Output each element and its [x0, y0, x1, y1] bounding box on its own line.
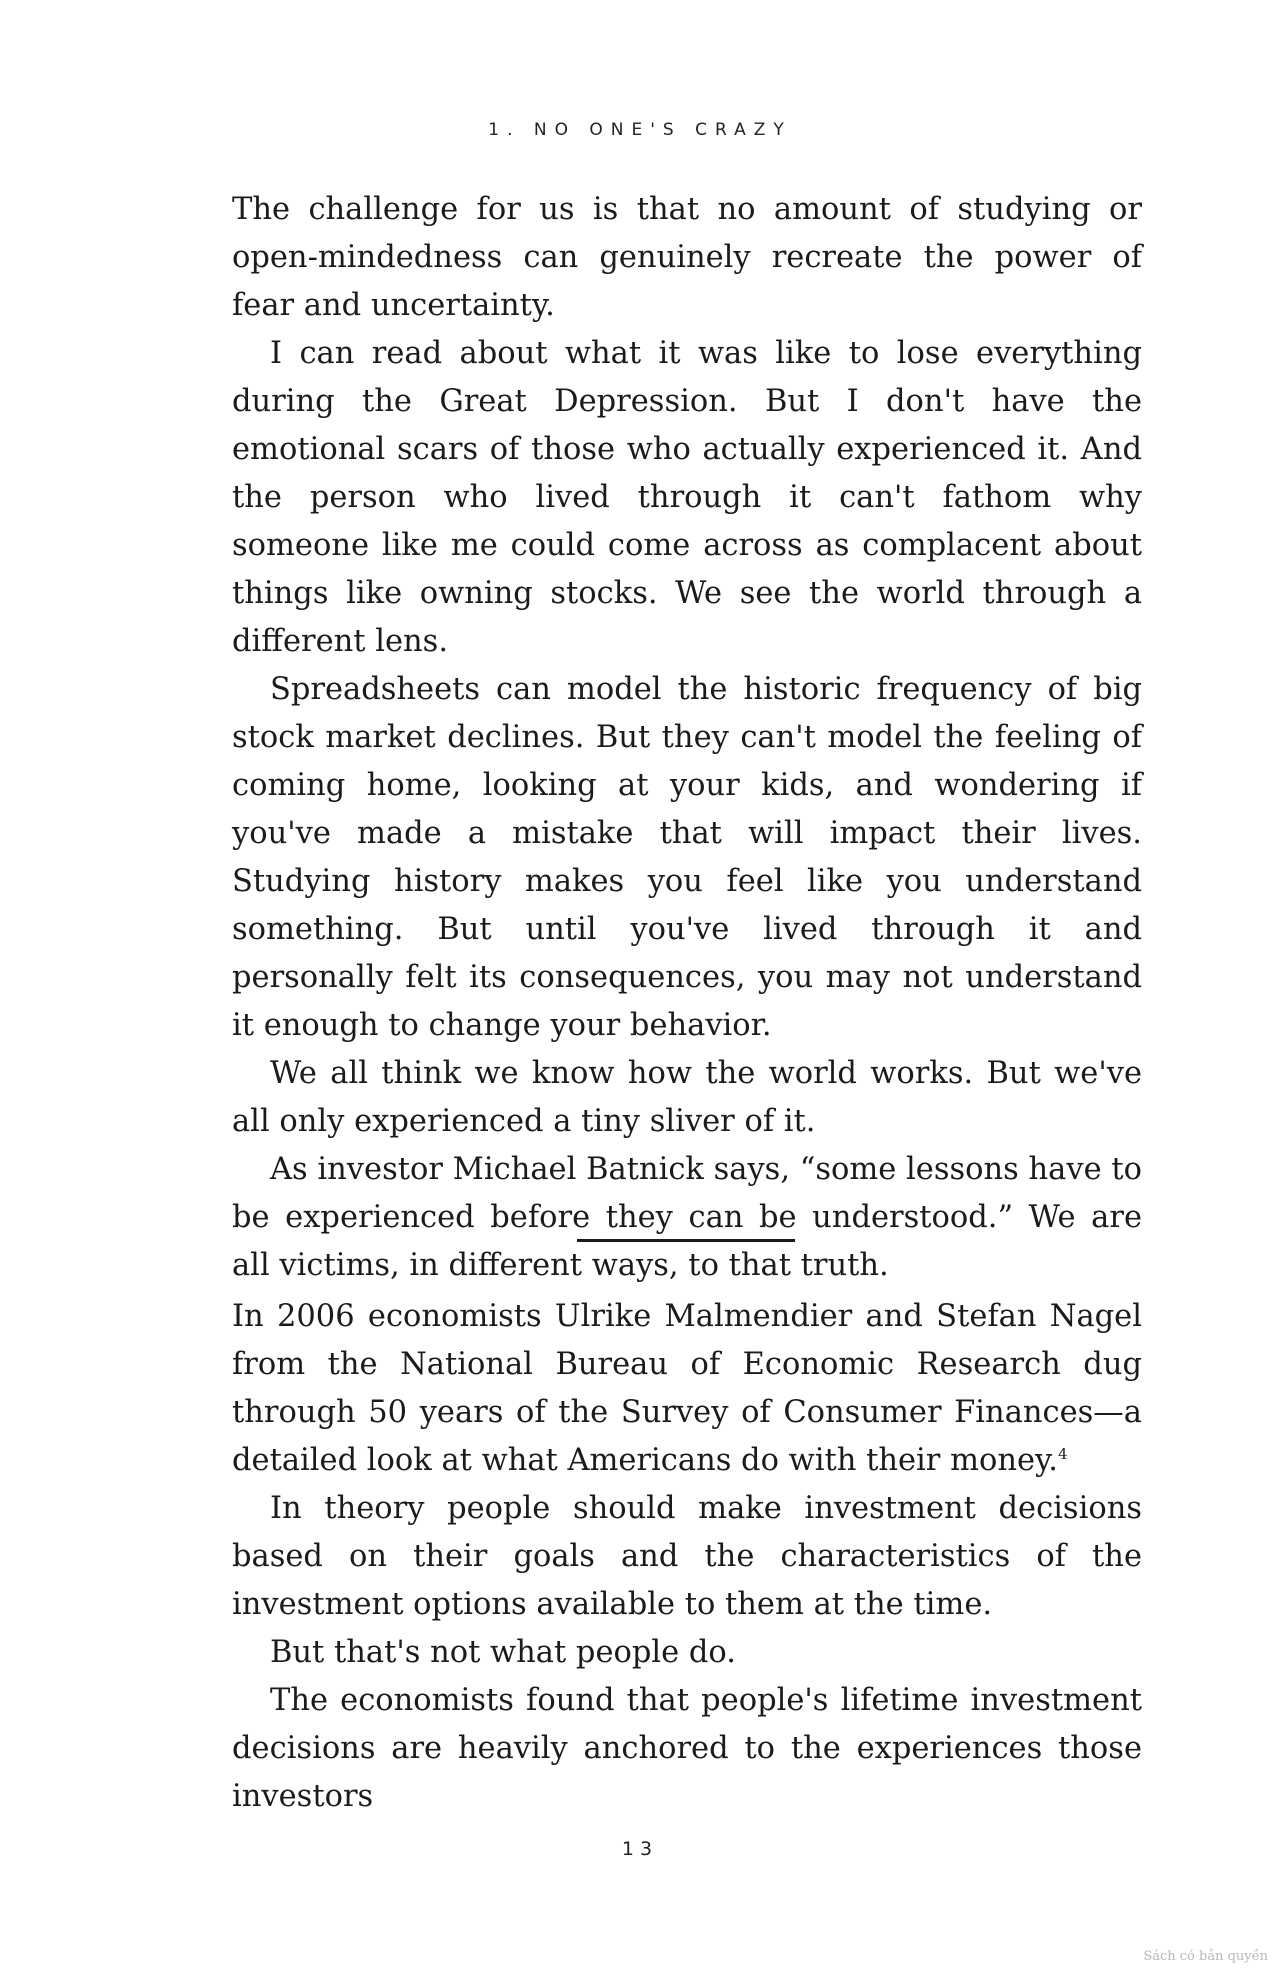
paragraph: But that's not what people do.: [270, 1635, 736, 1670]
paragraph: I can read about what it was like to lose everything during the Great Depression. But I don't have the emotional scars of those who actually experienced it. And the person who lived through it can't fathom why someone like me could come across as complacent about things like owning stocks. We see the world through a different lens.: [232, 336, 1142, 659]
section-2-text: [232, 1293, 1142, 1821]
page-number: 13: [621, 1838, 659, 1860]
section-1-text: [232, 186, 1142, 1290]
section-divider: [577, 1239, 795, 1242]
paragraph-text: In 2006 economists Ulrike Malmendier and Stefan Nagel from the National Bureau of Economic Research dug through 50 years of the Survey of Consumer Finances—a detailed look at what Americans do with their money.: [232, 1299, 1142, 1478]
paragraph: We all think we know how the world works. But we've all only experienced a tiny sliver of it.: [232, 1056, 1142, 1139]
watermark: Sách có bản quyền: [1143, 1949, 1268, 1964]
paragraph: As investor Michael Batnick says, “some lessons have to be experienced before they can be understood.” We are all victims, in different ways, to that truth.: [232, 1152, 1142, 1283]
running-head: 1. NO ONE'S CRAZY: [488, 120, 792, 140]
paragraph: Spreadsheets can model the historic frequency of big stock market declines. But they can't model the feeling of coming home, looking at your kids, and wondering if you've made a mistake that will impact their lives. Studying history makes you feel like you understand something. But until you've lived through it and personally felt its consequences, you may not understand it enough to change your behavior.: [232, 672, 1142, 1043]
footnote-reference[interactable]: 4: [1057, 1444, 1068, 1463]
paragraph: [232, 1293, 1142, 1485]
paragraph: In theory people should make investment decisions based on their goals and the characteristics of the investment options available to them at the time.: [232, 1491, 1142, 1622]
paragraph: The economists found that people's lifetime investment decisions are heavily anchored to the experiences those investors: [232, 1683, 1142, 1814]
paragraph: The challenge for us is that no amount of studying or open-mindedness can genuinely recreate the power of fear and uncertainty.: [232, 192, 1142, 323]
